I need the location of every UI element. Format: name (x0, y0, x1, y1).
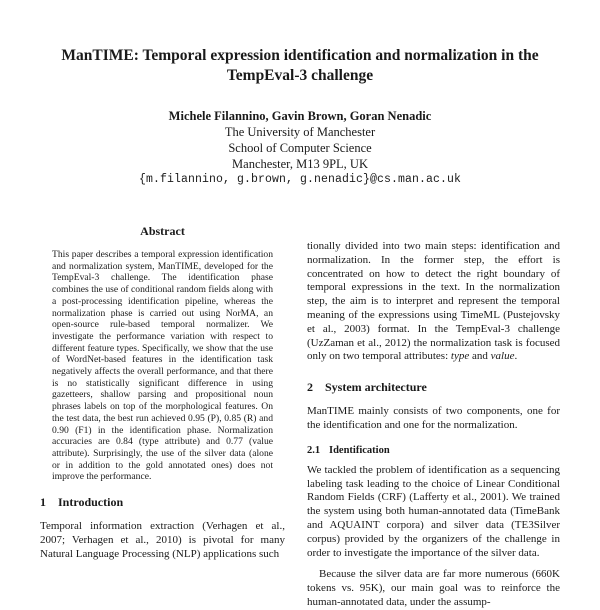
subsection-title: Identification (329, 444, 390, 456)
period: . (514, 350, 518, 363)
paper-title (40, 46, 560, 86)
identification-text: We tackled the problem of identification as a sequencing labeling task leading to the choice of Linear Conditional Random Fields (CRF) (Lafferty et al., 2001). We trained the system using both human-annotated data (TimeBank and AQUAINT corpora) and silver data (TE3Silver corpus) provided by the organizers of the challenge in order to investigate the importance of the silver data. (307, 463, 560, 559)
section-number: 1 (40, 495, 46, 510)
affiliation-school: School of Computer Science (228, 141, 372, 155)
left-column (40, 224, 285, 561)
subsection-heading-identification (307, 445, 560, 456)
title-line-2: TempEval-3 challenge (226, 67, 374, 84)
introduction-continued (307, 240, 560, 364)
attr-type: type (450, 350, 470, 363)
author-names: Michele Filannino, Gavin Brown, Goran Nenadic (168, 109, 432, 123)
attr-value: value (490, 350, 515, 363)
affiliation-university: The University of Manchester (224, 125, 376, 139)
section-title: Introduction (58, 495, 124, 510)
author-block (80, 108, 520, 188)
section-number: 2 (307, 380, 313, 395)
right-column (307, 240, 560, 610)
section-heading-introduction (40, 495, 285, 510)
author-email: {m.filannino, g.brown, g.nenadic}@cs.man.ac.uk (138, 173, 462, 186)
subsection-number: 2.1 (307, 444, 321, 456)
abstract-text: This paper describes a temporal expression identification and normalization system, ManTIME, developed for the TempEval-3 challenge. The identification phase combines the use of conditional random fields along with a post-processing identification pipeline, whereas the normalization phase is carried out using NorMA, an open-source rule-based temporal normalizer. We investigate the performance variation with respect to different feature types. Specifically, we show that the use of WordNet-based features in the identification task negatively affects the overall performance, and that there is no statistically significant difference in using gazetteers, shallow parsing and propositional noun phrases labels on top of the morphological features. On the test data, the best run achieved 0.95 (P), 0.85 (R) and 0.90 (F1) in the identification phase. Normalization accuracies are 0.84 (type attribute) and 0.77 (value attribute). Surprisingly, the use of the silver data (alone or in addition to the gold annotated ones) does not improve the performance. (52, 249, 273, 483)
section-title: System architecture (325, 380, 427, 395)
abstract-heading: Abstract (140, 224, 185, 238)
section-heading-system-architecture (307, 380, 560, 395)
introduction-text: Temporal information extraction (Verhagen et al., 2007; Verhagen et al., 2010) is pivotal for many Natural Language Processing (NLP) applications such (40, 520, 285, 560)
intro-cont-text: tionally divided into two main steps: identification and normalization. In the former step, the effort is concentrated on how to detect the right boundary of temporal expressions in the text. In the normalization step, the aim is to interpret and represent the temporal meaning of the expressions using TimeML (Pustejovsky et al., 2003) format. In the TempEval-3 challenge (UzZaman et al., 2012) the normalization task is focused only on two temporal attributes: (307, 240, 560, 363)
system-architecture-text: ManTIME mainly consists of two components, one for the identification and one for the normalization. (307, 405, 560, 431)
and-word: and (469, 350, 491, 363)
identification-text-2: Because the silver data are far more numerous (660K tokens vs. 95K), our main goal was to reinforce the human-annotated data, under the assump- (307, 568, 560, 608)
affiliation-address: Manchester, M13 9PL, UK (232, 157, 368, 171)
title-line-1: ManTIME: Temporal expression identification and normalization in the (61, 47, 539, 64)
